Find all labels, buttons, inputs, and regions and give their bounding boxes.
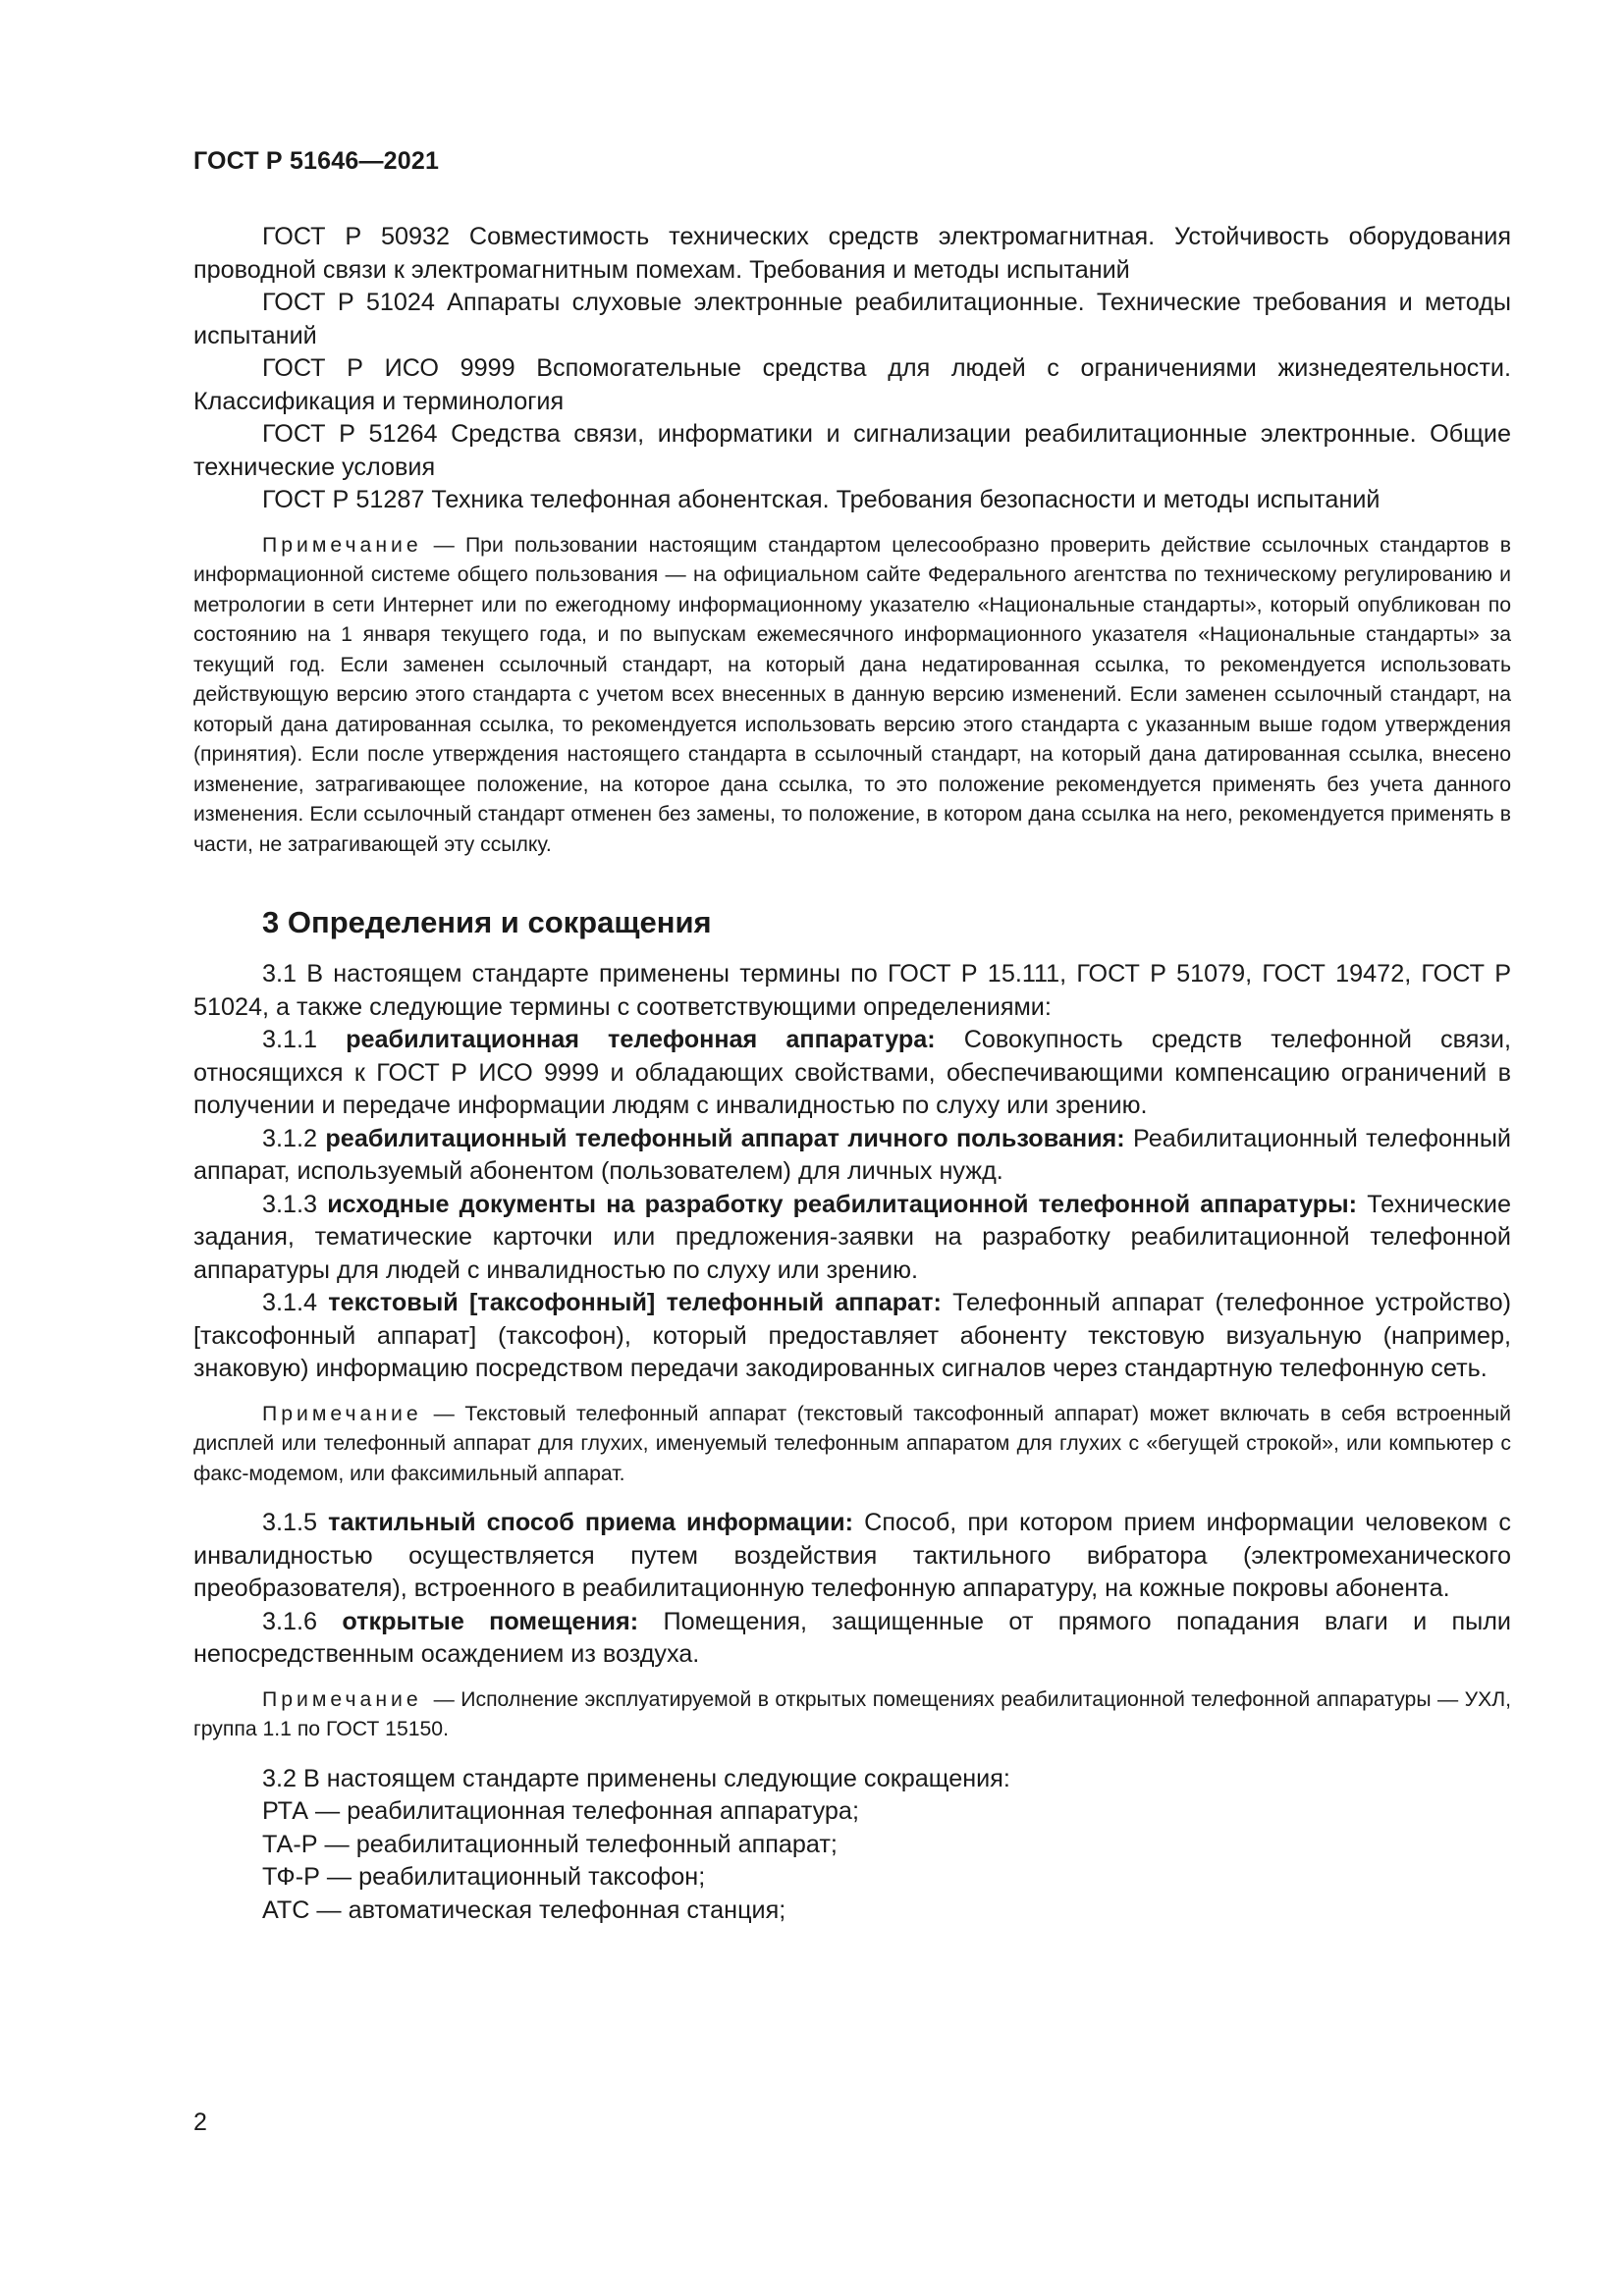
note-label: Примечание [262, 1402, 422, 1425]
term-name: открытые помещения: [342, 1607, 639, 1635]
term-definition: Помещения, защищенные от прямого попадания влаги и пыли непосредственным осаждением из воздуха. [193, 1607, 1511, 1668]
note-references [193, 531, 1511, 861]
abbreviation-item: ТФ-Р — реабилитационный таксофон; [262, 1863, 706, 1891]
reference-item: ГОСТ Р 50932 Совместимость технических средств электромагнитная. Устойчивость оборудования проводной связи к электромагнитным помехам. Требования и методы испытаний [193, 223, 1511, 284]
abbreviation-item: АТС — автоматическая телефонная станция; [262, 1896, 786, 1924]
note-label: Примечание [262, 1687, 422, 1711]
note-dash: — [433, 1402, 455, 1425]
term-definition: Технические задания, тематические карточки или предложения-заявки на разработку реабилитационной телефонной аппаратуры для людей с инвалидностью по слуху или зрению. [193, 1190, 1512, 1284]
term-number: 3.1.3 [262, 1190, 318, 1218]
term-number: 3.1.5 [262, 1509, 318, 1536]
note-text: Исполнение эксплуатируемой в открытых помещениях реабилитационной телефонной аппаратуры — УХЛ, группа 1.1 по ГОСТ 15150. [193, 1687, 1511, 1740]
abbreviation-item: ТА-Р — реабилитационный телефонный аппарат; [262, 1830, 838, 1858]
note-label: Примечание [262, 533, 422, 557]
term-name: реабилитационная телефонная аппаратура: [346, 1026, 936, 1053]
term-3-1-6 [193, 1606, 1511, 1672]
term-number: 3.1.4 [262, 1289, 318, 1316]
note-text-phone [193, 1400, 1511, 1490]
clause-3-2: 3.2 В настоящем стандарте применены следующие сокращения: [262, 1764, 1010, 1792]
term-number: 3.1.2 [262, 1124, 318, 1152]
term-3-1-3 [193, 1189, 1511, 1288]
term-definition: Телефонный аппарат (телефонное устройство) [таксофонный аппарат] (таксофон), который предоставляет абоненту текстовую визуальную (например, знаковую) информацию посредством передачи закодированных сигналов через стандартную телефонную сеть. [193, 1289, 1511, 1382]
page-number: 2 [193, 2109, 207, 2136]
term-name: исходные документы на разработку реабилитационной телефонной аппаратуры: [327, 1190, 1358, 1218]
document-body [193, 221, 1511, 1927]
term-name: реабилитационный телефонный аппарат личного пользования: [325, 1124, 1125, 1152]
term-3-1-5 [193, 1507, 1511, 1606]
section-title: 3 Определения и сокращения [262, 905, 712, 939]
note-dash: — [433, 1687, 455, 1711]
reference-item: ГОСТ Р 51287 Техника телефонная абонентская. Требования безопасности и методы испытаний [262, 486, 1380, 513]
reference-item: ГОСТ Р 51024 Аппараты слуховые электронные реабилитационные. Технические требования и методы испытаний [193, 289, 1511, 349]
reference-item: ГОСТ Р ИСО 9999 Вспомогательные средства для людей с ограничениями жизнедеятельности. Классификация и терминология [193, 354, 1511, 415]
reference-item: ГОСТ Р 51264 Средства связи, информатики и сигнализации реабилитационные электронные. Общие технические условия [193, 420, 1511, 481]
term-3-1-1 [193, 1024, 1511, 1123]
note-open-rooms [193, 1685, 1511, 1745]
term-number: 3.1.1 [262, 1026, 318, 1053]
term-3-1-4 [193, 1287, 1511, 1386]
term-3-1-2 [193, 1123, 1511, 1189]
term-number: 3.1.6 [262, 1607, 318, 1635]
term-definition: Способ, при котором прием информации человеком с инвалидностью осуществляется путем воздействия тактильного вибратора (электромеханического преобразователя), встроенного в реабилитационную телефонную аппаратуру, на кожные покровы абонента. [193, 1509, 1512, 1602]
clause-3-1: 3.1 В настоящем стандарте применены термины по ГОСТ Р 15.111, ГОСТ Р 51079, ГОСТ 19472, ГОСТ Р 51024, а также следующие термины с соответствующими определениями: [193, 960, 1511, 1021]
note-text: Текстовый телефонный аппарат (текстовый таксофонный аппарат) может включать в себя встроенный дисплей или телефонный аппарат для глухих, именуемый телефонным аппаратом для глухих с «бегущей строкой», или компьютер с факс-модемом, или факсимильный аппарат. [193, 1402, 1511, 1485]
term-definition: Совокупность средств телефонной связи, относящихся к ГОСТ Р ИСО 9999 и обладающих свойствами, обеспечивающими компенсацию ограничений в получении и передаче информации людям с инвалидностью по слуху или зрению. [193, 1026, 1511, 1119]
abbreviation-item: РТА — реабилитационная телефонная аппаратура; [262, 1797, 859, 1825]
term-name: тактильный способ приема информации: [328, 1509, 854, 1536]
note-text: При пользовании настоящим стандартом целесообразно проверить действие ссылочных стандартов в информационной системе общего пользования — на официальном сайте Федерального агентства по техническому регулированию и метрологии в сети Интернет или по ежегодному информационному указателю «Национальные стандарты», который опубликован по состоянию на 1 января текущего года, и по выпускам ежемесячного информационного указателя «Национальные стандарты» за текущий год. Если заменен ссылочный стандарт, на который дана недатированная ссылка, то рекомендуется использовать действующую версию этого стандарта с учетом всех внесенных в данную версию изменений. Если заменен ссылочный стандарт, на который дана датированная ссылка, то рекомендуется использовать версию этого стандарта с указанным выше годом утверждения (принятия). Если после утверждения настоящего стандарта в ссылочный стандарт, на который дана датированная ссылка, внесено изменение, затрагивающее положение, на которое дана ссылка, то это положение рекомендуется применять без учета данного изменения. Если ссылочный стандарт отменен без замены, то положение, в котором дана ссылка на него, рекомендуется применять в части, не затрагивающей эту ссылку. [193, 533, 1511, 856]
term-definition: Реабилитационный телефонный аппарат, используемый абонентом (пользователем) для личных нужд. [193, 1124, 1511, 1185]
note-dash: — [433, 533, 455, 557]
document-header: ГОСТ Р 51646—2021 [193, 147, 440, 175]
term-name: текстовый [таксофонный] телефонный аппарат: [328, 1289, 942, 1316]
